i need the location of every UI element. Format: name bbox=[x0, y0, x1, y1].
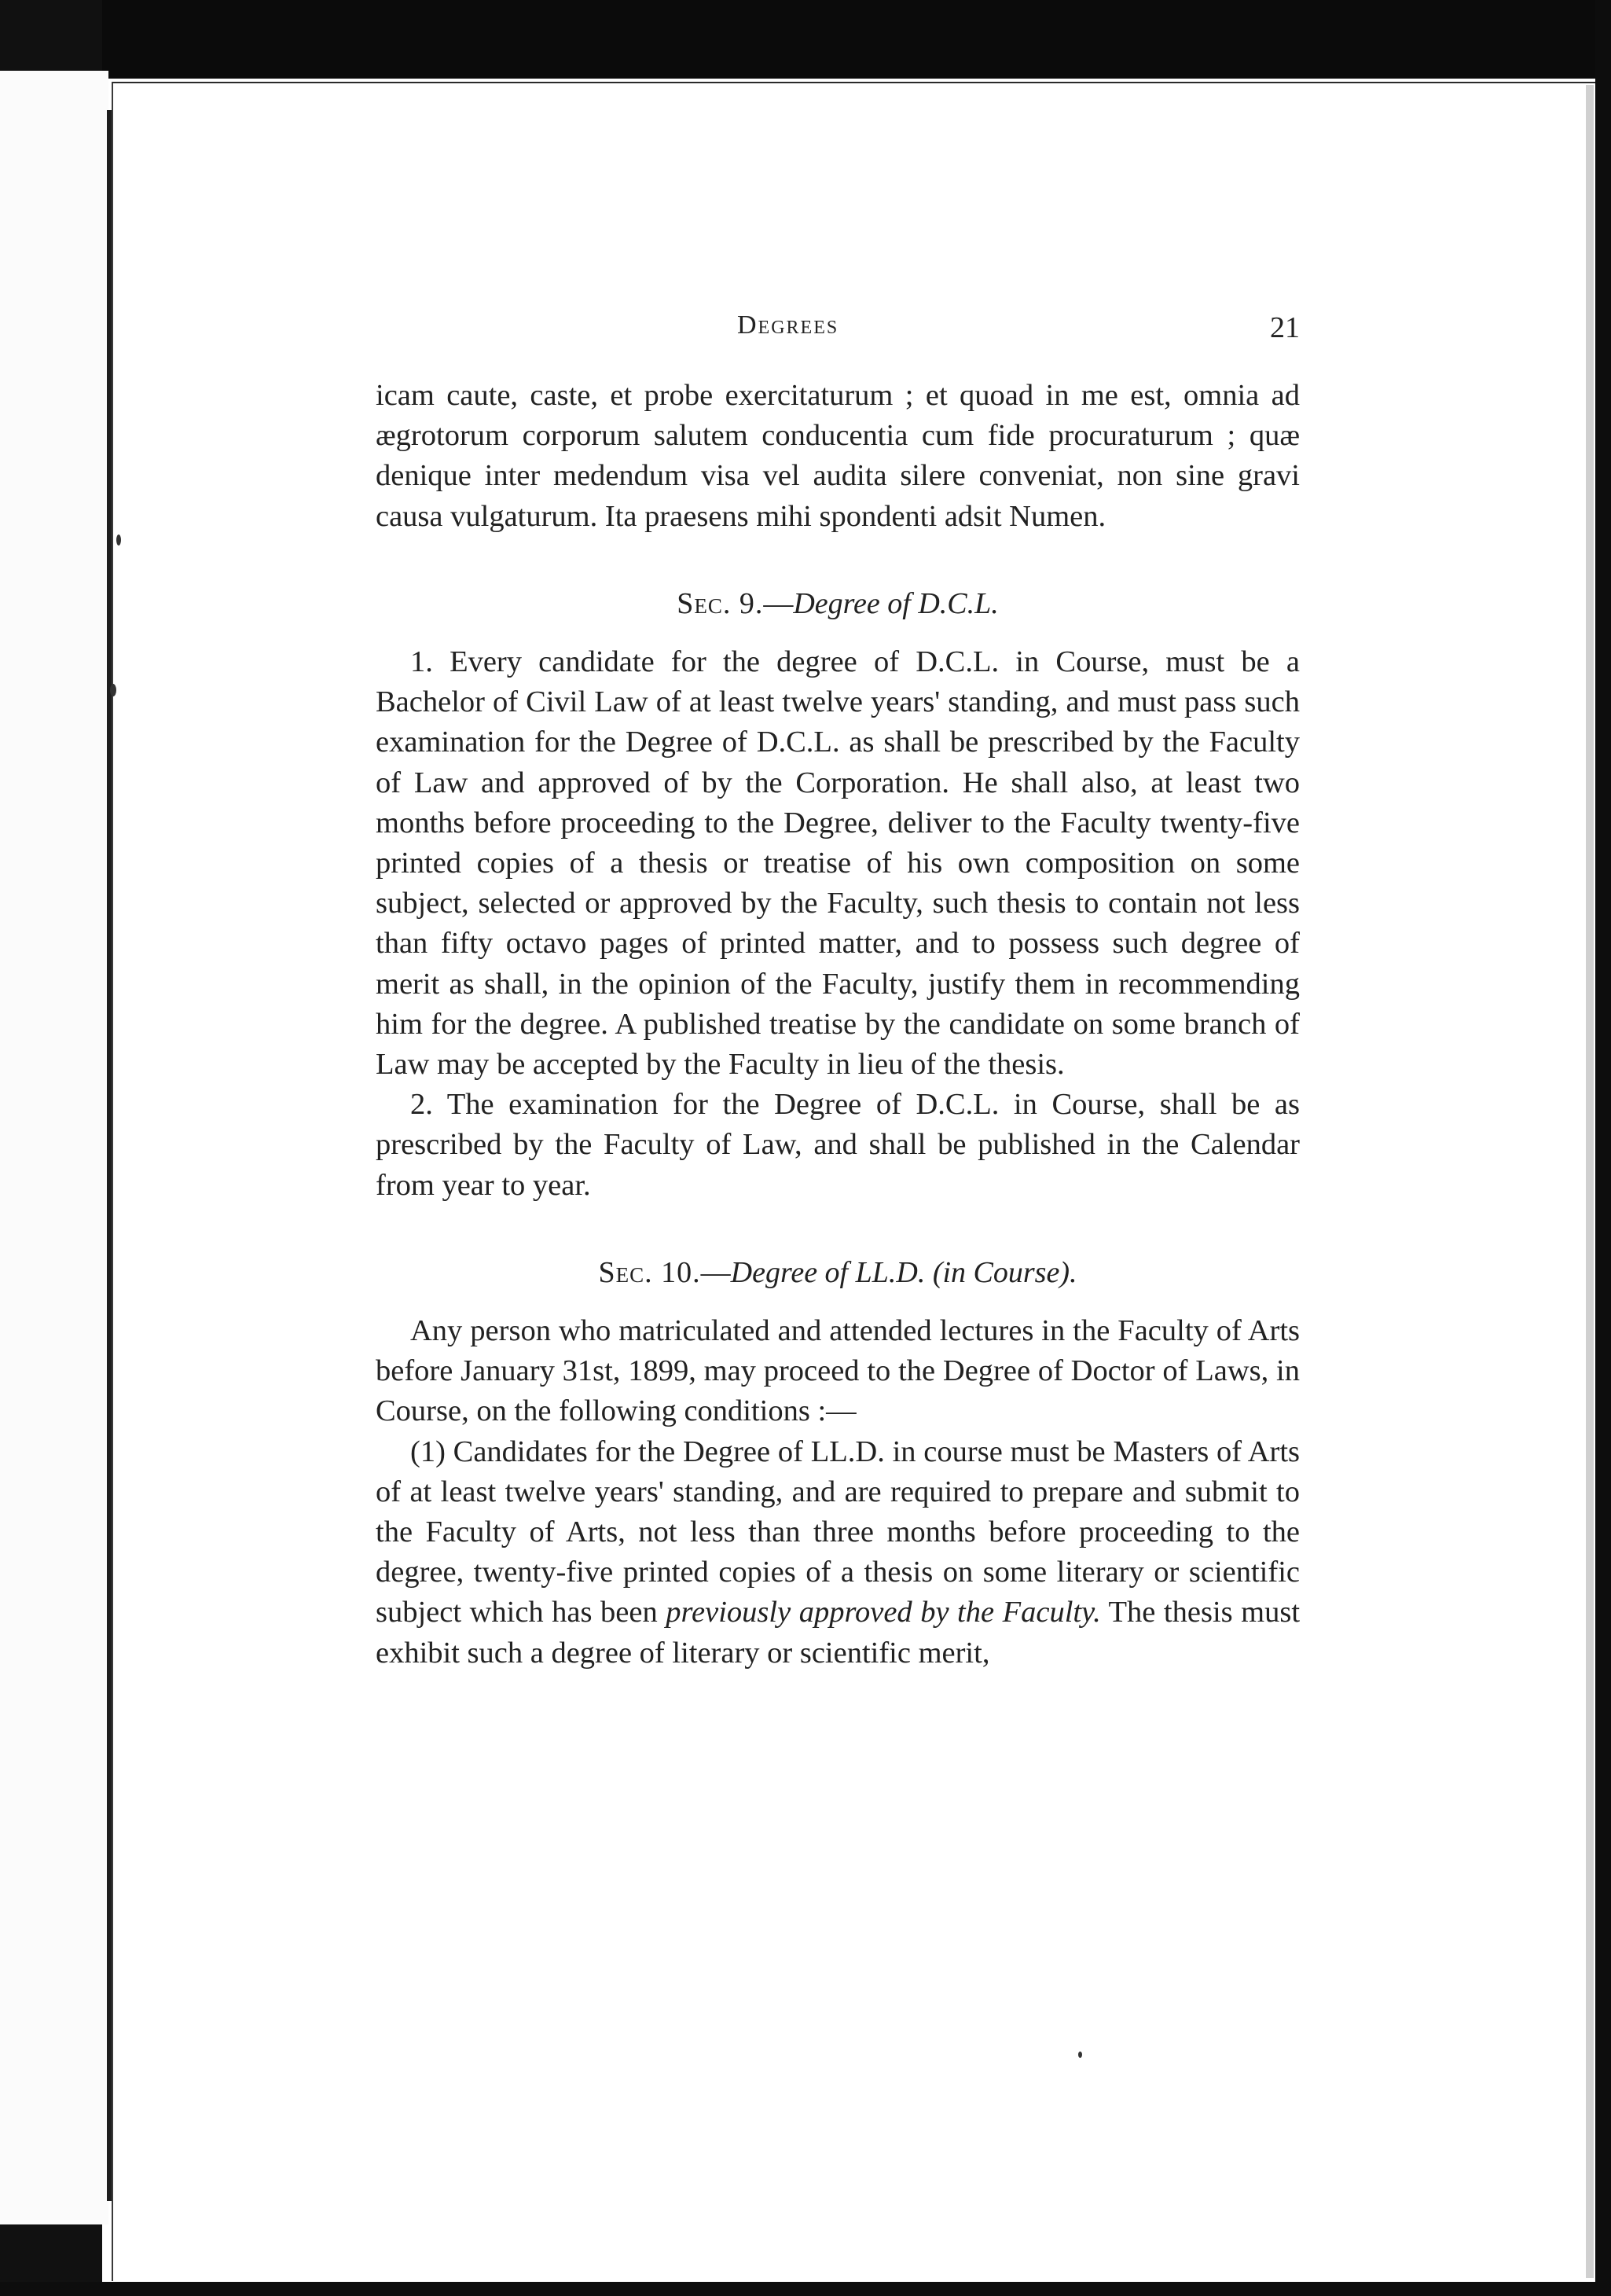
page-body bbox=[376, 376, 1300, 1673]
condition-1-text: (1) Candidates for the Degree of LL.D. in course must be Masters of Arts of at least twelve years' standing, and are required to prepare and submit to the Faculty of Arts, not less than three months before proceeding to the degree, twenty-five printed copies of a thesis on some literary or scientific subject which has been bbox=[376, 1435, 1300, 1629]
section-10-label: Sec. 10. bbox=[598, 1255, 701, 1289]
section-10-dash: — bbox=[700, 1255, 731, 1289]
section-10-condition-1 bbox=[376, 1432, 1300, 1673]
running-head bbox=[376, 310, 1300, 358]
section-10-heading bbox=[376, 1253, 1300, 1293]
section-10-intro-paragraph: Any person who matriculated and attended lectures in the Faculty of Arts before January 31st, 1899, may proceed to the Degree of Doctor of Laws, in Course, on the following conditions :— bbox=[376, 1314, 1300, 1428]
scan-background-right bbox=[1595, 0, 1611, 2296]
scan-speck bbox=[1078, 2052, 1082, 2058]
running-title: Degrees bbox=[737, 310, 839, 340]
condition-1-continuation: The thesis must exhibit such a degree of literary or scientific merit, bbox=[376, 1596, 1301, 1670]
scan-background-top bbox=[0, 0, 1611, 79]
page-right-edge bbox=[1586, 85, 1594, 2278]
section-10-title: Degree of LL.D. (in Course). bbox=[730, 1255, 1077, 1289]
page-number: 21 bbox=[1270, 311, 1300, 344]
section-9-title: Degree of D.C.L. bbox=[793, 586, 999, 620]
section-9-paragraph-1: 1. Every candidate for the degree of D.C.L. in Course, must be a Bachelor of Civil Law of at least twelve years' standing, and must pass such examination for the Degree of D.C.L. as shall be prescribed by the Faculty of Law and approved of by the Corporation. He shall also, at least two months before proceeding to the Degree, deliver to the Faculty twenty-five printed copies of a thesis or treatise of his own composition on some subject, selected or approved by the Faculty, such thesis to contain not less than fifty octavo pages of printed matter, and to possess such degree of merit as shall, in the opinion of the Faculty, justify them in recommending him for the degree. A published treatise by the candidate on some branch of Law may be accepted by the Faculty in lieu of the thesis. bbox=[376, 645, 1300, 1082]
condition-1-italic-text: previously approved by the Faculty. bbox=[666, 1596, 1101, 1629]
section-9-heading bbox=[376, 584, 1300, 624]
scan-background-bottom bbox=[0, 2282, 1611, 2296]
oath-continuation-paragraph: icam caute, caste, et probe exercitaturum ; et quoad in me est, omnia ad ægrotorum corporum salutem conducentia cum fide procuraturum ; quæ denique inter medendum visa vel audita silere conveniat, non sine gravi causa vulgaturum. Ita praesens mihi spondenti adsit Numen. bbox=[376, 379, 1300, 533]
previous-page-strip bbox=[0, 71, 108, 2224]
section-9-paragraph-2: 2. The examination for the Degree of D.C.L. in Course, shall be as prescribed by the Faculty of Law, and shall be published in the Calendar from year to year. bbox=[376, 1088, 1300, 1202]
section-9-label: Sec. 9. bbox=[677, 586, 764, 620]
scan-speck bbox=[116, 535, 121, 546]
scan-speck bbox=[110, 684, 116, 696]
section-9-dash: — bbox=[763, 586, 794, 620]
